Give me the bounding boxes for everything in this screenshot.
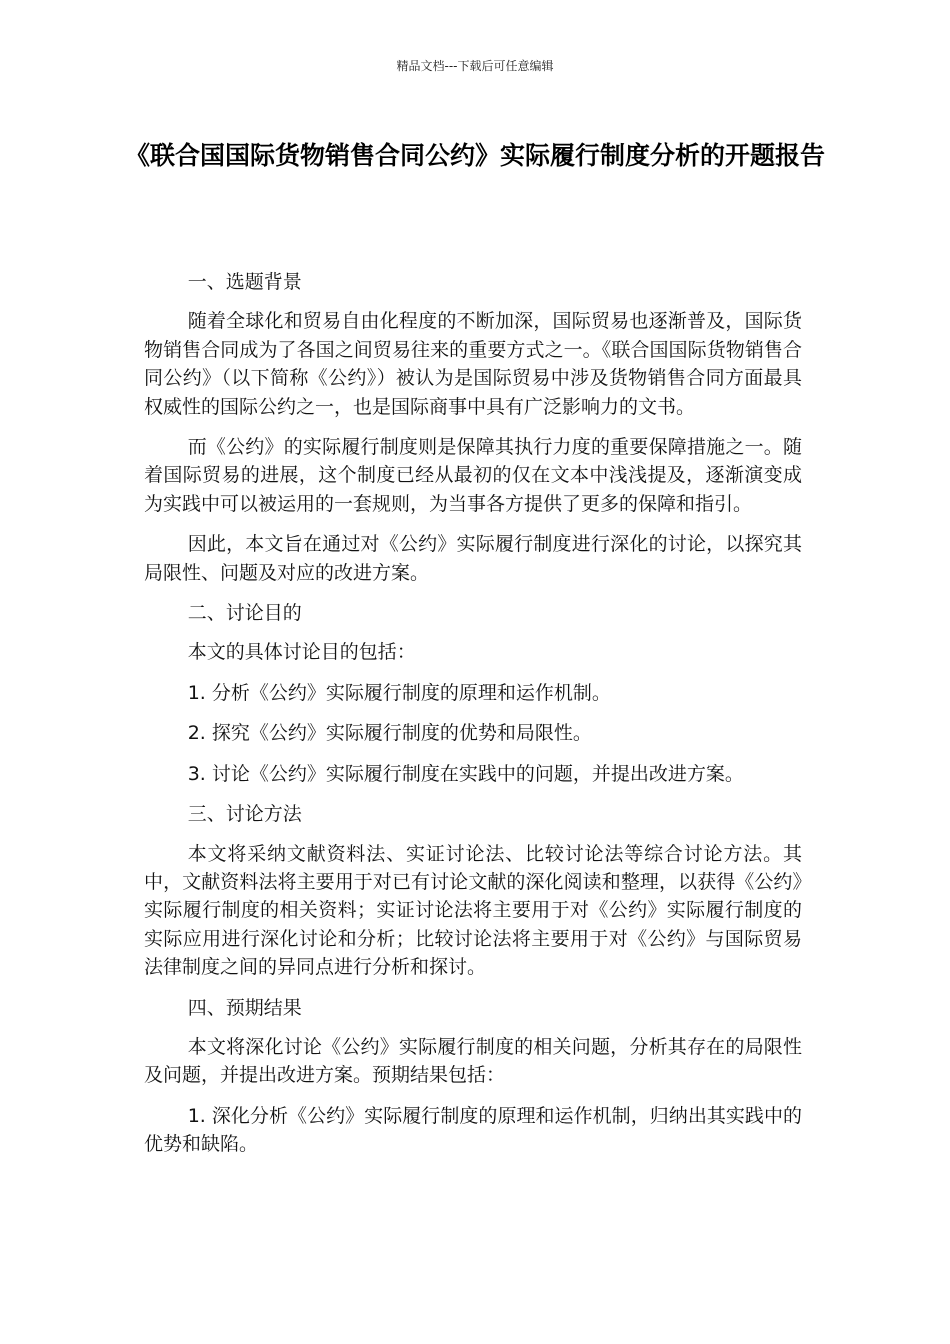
paragraph-results-intro: 本文将深化讨论《公约》实际履行制度的相关问题，分析其存在的局限性及问题，并提出改进方案。预期结果包括： <box>144 1035 802 1087</box>
list-item-purpose-2: 2. 探究《公约》实际履行制度的优势和局限性。 <box>187 722 592 745</box>
section-heading-purpose: 二、讨论目的 <box>187 602 302 625</box>
paragraph-background-1: 随着全球化和贸易自由化程度的不断加深，国际贸易也逐渐普及，国际货物销售合同成为了各国之间贸易往来的重要方式之一。《联合国国际货物销售合同公约》（以下简称《公约》）被认为是国际贸易中涉及货物销售合同方面最具权威性的国际公约之一，也是国际商事中具有广泛影响力的文书。 <box>144 310 802 418</box>
paragraph-method: 本文将采纳文献资料法、实证讨论法、比较讨论法等综合讨论方法。其中，文献资料法将主要用于对已有讨论文献的深化阅读和整理，以获得《公约》实际履行制度的相关资料；实证讨论法将主要用于对《公约》实际履行制度的实际应用进行深化讨论和分析；比较讨论法将主要用于对《公约》与国际贸易法律制度之间的异同点进行分析和探讨。 <box>144 842 802 979</box>
section-heading-background: 一、选题背景 <box>187 271 302 293</box>
paragraph-purpose-intro: 本文的具体讨论目的包括： <box>187 641 416 664</box>
paragraph-background-2: 而《公约》的实际履行制度则是保障其执行力度的重要保障措施之一。随着国际贸易的进展，这个制度已经从最初的仅在文本中浅浅提及，逐渐演变成为实践中可以被运用的一套规则，为当事各方提供了更多的保障和指引。 <box>144 436 802 515</box>
page-header: 精品文档---下载后可任意编辑 <box>396 59 554 73</box>
section-heading-method: 三、讨论方法 <box>187 803 302 826</box>
paragraph-background-3: 因此，本文旨在通过对《公约》实际履行制度进行深化的讨论，以探究其局限性、问题及对应的改进方案。 <box>144 533 802 584</box>
list-item-purpose-1: 1. 分析《公约》实际履行制度的原理和运作机制。 <box>187 681 611 704</box>
list-item-results-1: 1. 深化分析《公约》实际履行制度的原理和运作机制，归纳出其实践中的优势和缺陷。 <box>144 1104 802 1156</box>
document-body <box>144 268 802 1171</box>
list-item-purpose-3: 3. 讨论《公约》实际履行制度在实践中的问题，并提出改进方案。 <box>187 762 744 785</box>
section-heading-results: 四、预期结果 <box>187 996 302 1019</box>
document-title: 《联合国国际货物销售合同公约》实际履行制度分析的开题报告 <box>124 141 825 170</box>
